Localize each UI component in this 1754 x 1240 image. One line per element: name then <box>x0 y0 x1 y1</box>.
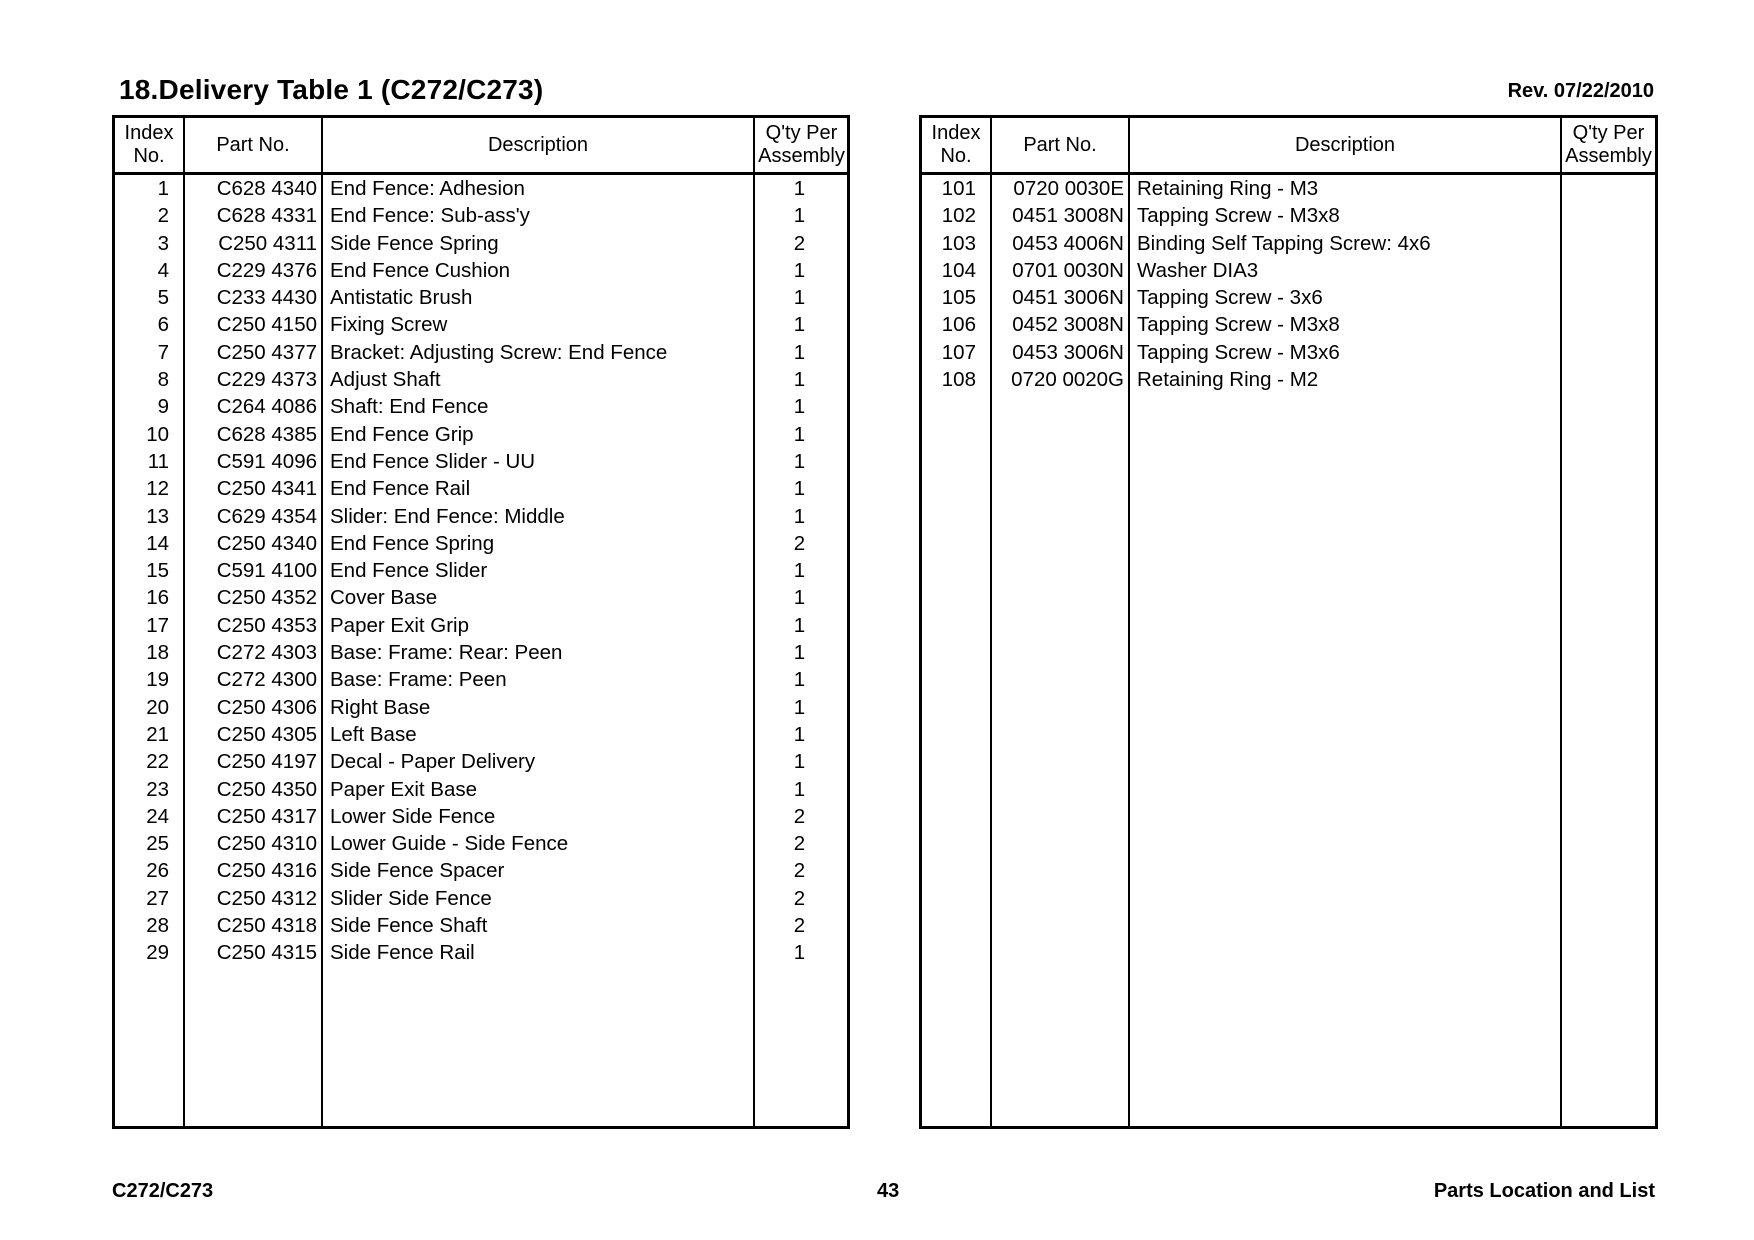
quantity-column <box>1562 118 1655 1126</box>
index-column <box>922 118 992 1126</box>
description-cell: Binding Self Tapping Screw: 4x6 <box>1137 231 1431 255</box>
footer-model: C272/C273 <box>112 1180 214 1202</box>
quantity-cell: 2 <box>793 914 806 938</box>
part-number-cell: C233 4430 <box>216 286 317 310</box>
qty-header-line2: Assembly <box>758 145 845 167</box>
index-cell: 8 <box>157 368 169 392</box>
quantity-cell <box>1562 202 1655 229</box>
index-header-line2: No. <box>940 145 972 167</box>
part-number-cell: 0451 3008N <box>1012 204 1124 228</box>
quantity-cell <box>1562 230 1655 257</box>
description-cell: Side Fence Spacer <box>330 859 505 883</box>
quantity-cell <box>1562 311 1655 338</box>
index-header-line2: No. <box>133 145 165 167</box>
part-number-cell: C629 4354 <box>216 504 317 528</box>
part-number-cell: C250 4305 <box>216 722 317 746</box>
description-cell: Tapping Screw - M3x8 <box>1137 313 1340 337</box>
index-cell: 20 <box>146 695 169 719</box>
description-cell: Base: Frame: Peen <box>330 668 507 692</box>
quantity-cell <box>1562 175 1655 202</box>
part-number-cell: C628 4331 <box>216 204 317 228</box>
description-cell: Antistatic Brush <box>330 286 473 310</box>
index-cell: 18 <box>146 641 169 665</box>
part-number-cell: C250 4316 <box>216 859 317 883</box>
part-number-cell: C264 4086 <box>216 395 317 419</box>
qty-header-line1: Q'ty Per <box>1572 122 1645 144</box>
part-number-cell: C591 4096 <box>216 449 317 473</box>
description-cell: Cover Base <box>330 586 438 610</box>
index-header-line1: Index <box>124 122 174 144</box>
index-cell: 29 <box>146 941 169 965</box>
part-number-cell: 0453 4006N <box>1012 231 1124 255</box>
index-cell: 108 <box>941 368 976 392</box>
index-cell: 10 <box>146 422 169 446</box>
part-number-cell: C250 4150 <box>216 313 317 337</box>
description-column <box>323 118 755 1126</box>
part-number-cell: 0720 0020G <box>1011 368 1124 392</box>
quantity-cell: 1 <box>793 750 806 774</box>
quantity-cell: 1 <box>793 559 806 583</box>
description-cell: Paper Exit Base <box>330 777 477 801</box>
part-number-cell: C272 4303 <box>216 641 317 665</box>
description-cell: Lower Guide - Side Fence <box>330 832 569 856</box>
footer-page-number: 43 <box>877 1180 900 1202</box>
description-cell: Tapping Screw - M3x6 <box>1137 340 1340 364</box>
description-cell: Retaining Ring - M3 <box>1137 177 1319 200</box>
index-cell: 28 <box>146 914 169 938</box>
quantity-cell: 2 <box>793 804 806 828</box>
index-cell: 3 <box>157 231 169 255</box>
quantity-cell: 1 <box>793 586 806 610</box>
index-cell: 7 <box>157 340 169 364</box>
quantity-column <box>755 118 848 1126</box>
index-cell: 1 <box>157 177 169 200</box>
quantity-cell: 1 <box>793 258 806 282</box>
quantity-cell: 1 <box>793 477 806 501</box>
index-cell: 5 <box>157 286 169 310</box>
index-cell: 26 <box>146 859 169 883</box>
index-cell: 27 <box>146 886 169 910</box>
description-cell: End Fence Grip <box>330 422 474 446</box>
index-cell: 101 <box>941 177 976 200</box>
index-column-header <box>115 118 183 175</box>
index-header-line1: Index <box>931 122 981 144</box>
part-number-cell: 0720 0030E <box>1013 177 1124 200</box>
part-number-cell: C250 4340 <box>216 531 317 555</box>
index-cell: 11 <box>147 449 169 473</box>
description-cell: Tapping Screw - 3x6 <box>1137 286 1323 310</box>
index-cell: 24 <box>146 804 169 828</box>
part-number-cell: C229 4373 <box>216 368 317 392</box>
revision-date: Rev. 07/22/2010 <box>1507 80 1654 102</box>
index-cell: 6 <box>157 313 169 337</box>
index-cell: 16 <box>146 586 169 610</box>
quantity-cell: 1 <box>793 777 806 801</box>
description-cell: End Fence Rail <box>330 477 471 501</box>
part-number-cell: C250 4350 <box>216 777 317 801</box>
part-number-cell: C250 4352 <box>216 586 317 610</box>
index-cell: 105 <box>941 286 976 310</box>
part-number-cell: 0451 3006N <box>1012 286 1124 310</box>
quantity-cell: 1 <box>793 340 806 364</box>
description-cell: Slider Side Fence <box>330 886 492 910</box>
quantity-cell: 1 <box>793 613 806 637</box>
index-cell: 17 <box>146 613 169 637</box>
index-cell: 4 <box>157 258 169 282</box>
part-number-cell: C591 4100 <box>216 559 317 583</box>
index-cell: 103 <box>941 231 976 255</box>
part-number-cell: C250 4341 <box>216 477 317 501</box>
description-cell: Adjust Shaft <box>330 368 441 392</box>
part-number-cell: C250 4318 <box>216 914 317 938</box>
part-number-cell: C250 4197 <box>216 750 317 774</box>
description-cell: End Fence Slider - UU <box>330 449 536 473</box>
description-cell: Slider: End Fence: Middle <box>330 504 565 528</box>
quantity-cell <box>1562 339 1655 366</box>
part-number-column <box>992 118 1130 1126</box>
part-number-cell: C250 4312 <box>216 886 317 910</box>
quantity-cell: 1 <box>793 449 806 473</box>
index-cell: 21 <box>146 722 169 746</box>
quantity-cell: 2 <box>793 859 806 883</box>
index-column <box>115 118 185 1126</box>
description-cell: Decal - Paper Delivery <box>330 750 536 774</box>
part-number-cell: C229 4376 <box>216 258 317 282</box>
part-number-cell: C250 4317 <box>216 804 317 828</box>
quantity-cell: 2 <box>793 531 806 555</box>
quantity-cell: 2 <box>793 231 806 255</box>
quantity-cell: 1 <box>793 177 806 200</box>
description-cell: Lower Side Fence <box>330 804 496 828</box>
part-number-cell: C250 4306 <box>216 695 317 719</box>
part-number-cell: 0452 3008N <box>1012 313 1124 337</box>
quantity-cell: 2 <box>793 886 806 910</box>
description-column-header: Description <box>1130 118 1560 175</box>
part-number-cell: 0701 0030N <box>1012 258 1124 282</box>
description-cell: End Fence Spring <box>330 531 495 555</box>
index-cell: 22 <box>146 750 169 774</box>
description-cell: Side Fence Rail <box>330 941 475 965</box>
index-cell: 104 <box>941 258 976 282</box>
quantity-cell: 1 <box>793 722 806 746</box>
quantity-cell: 1 <box>793 641 806 665</box>
quantity-cell: 1 <box>793 395 806 419</box>
index-cell: 102 <box>941 204 976 228</box>
part-number-cell: C250 4310 <box>216 832 317 856</box>
description-cell: Retaining Ring - M2 <box>1137 368 1319 392</box>
index-cell: 15 <box>146 559 169 583</box>
page-title: 18.Delivery Table 1 (C272/C273) <box>119 74 544 105</box>
parts-table-left <box>112 115 850 1129</box>
quantity-cell: 1 <box>793 286 806 310</box>
part-number-column <box>185 118 323 1126</box>
description-cell: End Fence: Sub-ass'y <box>330 204 530 228</box>
quantity-cell <box>1562 284 1655 311</box>
quantity-cell: 1 <box>793 695 806 719</box>
description-cell: Fixing Screw <box>330 313 448 337</box>
index-cell: 14 <box>146 531 169 555</box>
part-number-cell: C250 4377 <box>216 340 317 364</box>
quantity-cell: 1 <box>793 204 806 228</box>
quantity-column-header <box>1562 118 1655 175</box>
description-cell: Shaft: End Fence <box>330 395 489 419</box>
quantity-cell: 1 <box>793 422 806 446</box>
quantity-cell <box>1562 366 1655 393</box>
description-cell: End Fence Slider <box>330 559 488 583</box>
quantity-cell: 1 <box>793 368 806 392</box>
quantity-column-header <box>755 118 848 175</box>
description-cell: Paper Exit Grip <box>330 613 469 637</box>
index-cell: 13 <box>146 504 169 528</box>
part-number-cell: C250 4311 <box>218 231 317 255</box>
description-cell: Bracket: Adjusting Screw: End Fence <box>330 340 668 364</box>
quantity-cell: 1 <box>793 504 806 528</box>
part-number-cell: C628 4385 <box>216 422 317 446</box>
description-column-header: Description <box>323 118 753 175</box>
part-number-column-header: Part No. <box>185 118 321 175</box>
parts-table-right <box>919 115 1658 1129</box>
part-number-cell: 0453 3006N <box>1012 340 1124 364</box>
index-cell: 19 <box>146 668 169 692</box>
qty-header-line1: Q'ty Per <box>765 122 838 144</box>
description-cell: End Fence Cushion <box>330 258 511 282</box>
part-number-cell: C628 4340 <box>216 177 317 200</box>
description-cell: Side Fence Spring <box>330 231 499 255</box>
quantity-cell: 1 <box>793 313 806 337</box>
index-cell: 23 <box>146 777 169 801</box>
description-cell: Right Base <box>330 695 431 719</box>
quantity-cell: 2 <box>793 832 806 856</box>
index-cell: 9 <box>157 395 169 419</box>
part-number-column-header: Part No. <box>992 118 1128 175</box>
part-number-cell: C250 4353 <box>216 613 317 637</box>
index-cell: 107 <box>941 340 976 364</box>
description-cell: Washer DIA3 <box>1137 258 1259 282</box>
index-cell: 106 <box>941 313 976 337</box>
description-cell: Tapping Screw - M3x8 <box>1137 204 1340 228</box>
footer-section: Parts Location and List <box>1433 1180 1655 1202</box>
index-cell: 2 <box>157 204 169 228</box>
quantity-cell: 1 <box>793 668 806 692</box>
part-number-cell: C272 4300 <box>216 668 317 692</box>
description-column <box>1130 118 1562 1126</box>
quantity-cell <box>1562 257 1655 284</box>
index-cell: 25 <box>146 832 169 856</box>
part-number-cell: C250 4315 <box>216 941 317 965</box>
description-cell: Left Base <box>330 722 417 746</box>
index-column-header <box>922 118 990 175</box>
index-cell: 12 <box>146 477 169 501</box>
quantity-cell: 1 <box>793 941 806 965</box>
description-cell: Base: Frame: Rear: Peen <box>330 641 563 665</box>
description-cell: End Fence: Adhesion <box>330 177 525 200</box>
description-cell: Side Fence Shaft <box>330 914 488 938</box>
qty-header-line2: Assembly <box>1565 145 1652 167</box>
